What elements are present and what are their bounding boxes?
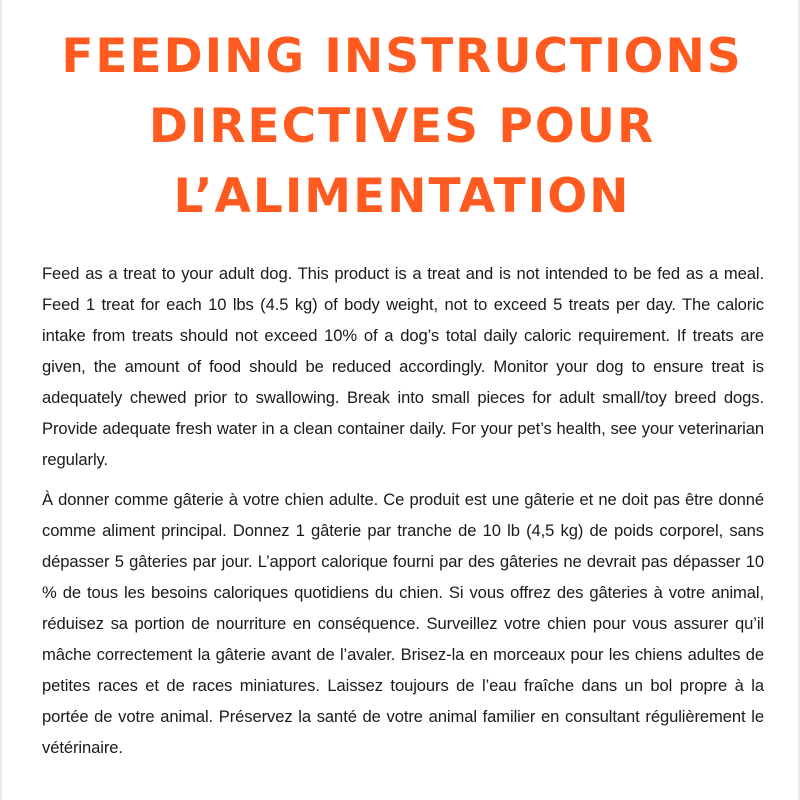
- page-title: [2, 22, 800, 232]
- french-instructions-paragraph: À donner comme gâterie à votre chien adulte. Ce produit est une gâterie et ne doit pas être donné comme aliment principal. Donnez 1 gâterie par tranche de 10 lb (4,5 kg) de poids corporel, sans dépasser 5 gâteries par jour. L’apport calorique fourni par des gâteries ne devrait pas dépasser 10 % de tous les besoins caloriques quotidiens du chien. Si vous offrez des gâteries à votre animal, réduisez sa portion de nourriture en conséquence. Surveillez votre chien pour vous assurer qu’il mâche correctement la gâterie avant de l’avaler. Brisez-la en morceaux pour les chiens adultes de petites races et de races miniatures. Laissez toujours de l’eau fraîche dans un bol propre à la portée de votre animal. Préservez la santé de votre animal familier en consultant régulièrement le vétérinaire.: [42, 490, 764, 757]
- title-line-french-2: L’ALIMENTATION: [173, 169, 631, 224]
- english-instructions-paragraph: Feed as a treat to your adult dog. This product is a treat and is not intended to be fed as a meal. Feed 1 treat for each 10 lbs (4.5 kg) of body weight, not to exceed 5 treats per day. The caloric intake from treats should not exceed 10% of a dog’s total daily caloric requirement. If treats are given, the amount of food should be reduced accordingly. Monitor your dog to ensure treat is adequately chewed prior to swallowing. Break into small pieces for adult small/toy breed dogs. Provide adequate fresh water in a clean container daily. For your pet’s health, see your veterinarian regularly.: [42, 264, 764, 469]
- title-line-french-1: DIRECTIVES POUR: [148, 99, 656, 154]
- title-line-english: FEEDING INSTRUCTIONS: [61, 29, 743, 84]
